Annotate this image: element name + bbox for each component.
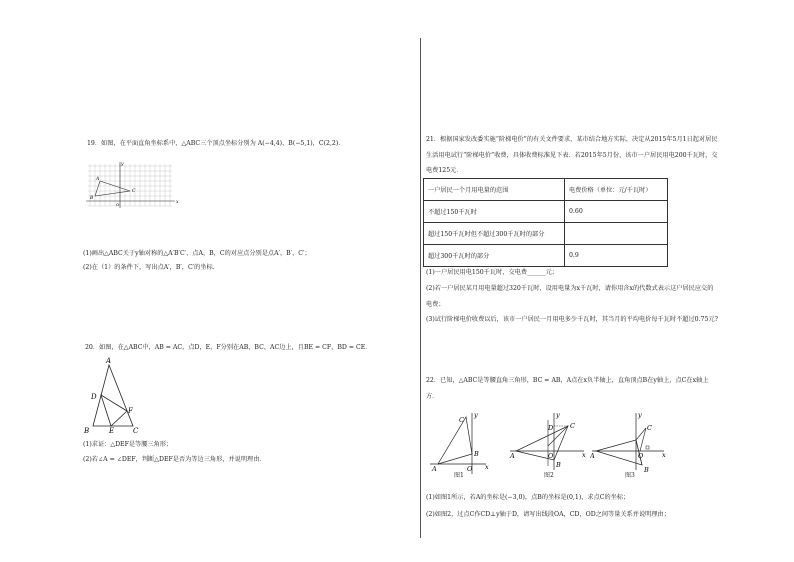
table-cell: 超过150千瓦时但不超过300千瓦时的部分	[424, 223, 565, 245]
q22-f1-axis-x: x	[485, 463, 489, 471]
q20-label-f: F	[128, 407, 133, 415]
table-header-row	[424, 179, 668, 201]
q22-caption-3: 图3	[625, 472, 635, 479]
q22-part1: (1)如图1所示，若A的坐标是(−3,0)，点B的坐标是(0,1)，求点C的坐标；	[426, 494, 630, 501]
q22-line2: 方．	[426, 393, 439, 400]
q20-label-d: D	[91, 393, 97, 401]
q19-grid-figure	[84, 160, 180, 210]
q21-part2-line1: (2)若一户居民某月用电量超过320千瓦时，设用电量为x千瓦时，请你用含x的代数式表示这户居民应交的	[426, 285, 714, 292]
q22-f1-label-b: B	[474, 450, 479, 458]
q20-label-a: A	[106, 357, 112, 365]
q21-part1: (1)一户居民用电150千瓦时，交电费______元；	[426, 269, 558, 276]
q22-part2: (2)如图2，过点C作CD⊥y轴于D，请写出线段OA，CD，OD之间等量关系并说明理由；	[426, 511, 670, 518]
q22-f2-label-o: O	[548, 452, 554, 460]
column-divider	[420, 38, 421, 538]
q22-f3-label-c: C	[647, 424, 652, 432]
q22-f3-label-o: O	[638, 452, 644, 460]
q22-f2-label-a: A	[510, 452, 515, 460]
table-header-cell: 一户居民一个月用电量的范围	[424, 179, 565, 201]
electricity-price-table	[423, 178, 668, 267]
q22-caption-1: 图1	[454, 472, 464, 479]
table-row	[424, 201, 668, 223]
table-header-cell: 电费价格（单位：元/千瓦时）	[565, 179, 668, 201]
table-cell	[565, 223, 668, 245]
q19-part2: (2)在（1）的条件下，写出点A′，B′，C′的坐标．	[83, 264, 219, 271]
q19-origin: O	[116, 202, 120, 207]
q20-part2: (2)若∠A = ∠DEF，判断△DEF是否为等边三角形，并说明理由．	[83, 456, 266, 463]
table-row	[424, 223, 668, 245]
q22-f2-label-d: D	[548, 424, 554, 432]
q19-label-a: A	[96, 177, 100, 182]
q22-f2-label-b: B	[556, 461, 561, 469]
q21-line3: 电费125元．	[426, 167, 463, 174]
q20-label-e: E	[109, 427, 115, 435]
q22-f1-label-a: A	[432, 465, 437, 473]
q22-f2-label-c: C	[570, 422, 575, 430]
q22-f1-label-c: C	[459, 416, 464, 424]
table-cell: 0.9	[565, 245, 668, 267]
q22-f3-axis-x: x	[662, 451, 666, 459]
q20-stem: 20．如图，在△ABC中，AB = AC，点D，E，F分别在AB，BC，AC边上，且BE = CF，BD = CE．	[85, 344, 372, 351]
q22-f1-label-o: O	[467, 465, 473, 473]
q20-label-b: B	[84, 427, 90, 435]
table-row	[424, 245, 668, 267]
q22-f2-axis-y: y	[556, 411, 560, 419]
q19-axis-y: y	[121, 162, 124, 167]
q22-f1-axis-y: y	[474, 411, 478, 419]
q19-label-c: C	[132, 189, 136, 194]
table-cell: 0.60	[565, 201, 668, 223]
q22-line1: 22．已知，△ABC是等腰直角三角形，BC = AB，A点在x负半轴上，直角顶点B在y轴上，点C在x轴上	[426, 377, 709, 384]
table-cell: 不超过150千瓦时	[424, 201, 565, 223]
q22-f3-axis-y: y	[638, 411, 642, 419]
table-cell: 超过300千瓦时的部分	[424, 245, 565, 267]
q22-f2-axis-x: x	[582, 451, 586, 459]
q20-label-c: C	[133, 427, 139, 435]
q21-line2: 生活用电试行“阶梯电价”收费，具体收费标准见下表．若2015年5月份，该市一户居民用电200千瓦时，交	[426, 152, 718, 159]
q19-axis-x: x	[176, 200, 179, 205]
q19-part1: (1)画出△ABC关于y轴对称的△A′B′C′，点A，B，C的对应点分别是点A′，B′，C′；	[83, 250, 311, 257]
q22-f3-label-a: A	[590, 452, 595, 460]
q20-part1: (1)求证：△DEF是等腰三角形；	[83, 441, 173, 448]
q22-caption-2: 图2	[544, 472, 554, 479]
q19-label-b: B	[90, 196, 94, 201]
q22-f3-label-b: B	[644, 466, 649, 474]
q22-figure-1	[428, 410, 490, 480]
q22-figure-2	[508, 410, 588, 480]
q21-line1: 21．根据国家发改委实施“阶梯电价”的有关文件要求，某市结合地方实际，决定从2015年5月1日起对居民	[426, 136, 718, 143]
q21-part3: (3)试行阶梯电价收费以后，该市一户居民一月用电多少千瓦时，其当月的平均电价每千瓦时不超过0.75元?	[426, 316, 718, 323]
q19-stem: 19．如图，在平面直角坐标系中，△ABC三个顶点坐标分别为 A(−4,4)，B(−5,1)，C(2,2)．	[87, 140, 345, 147]
q20-triangle-figure	[80, 355, 140, 435]
q21-part2-line2: 电费；	[426, 301, 445, 308]
q22-figure-3	[590, 410, 668, 480]
